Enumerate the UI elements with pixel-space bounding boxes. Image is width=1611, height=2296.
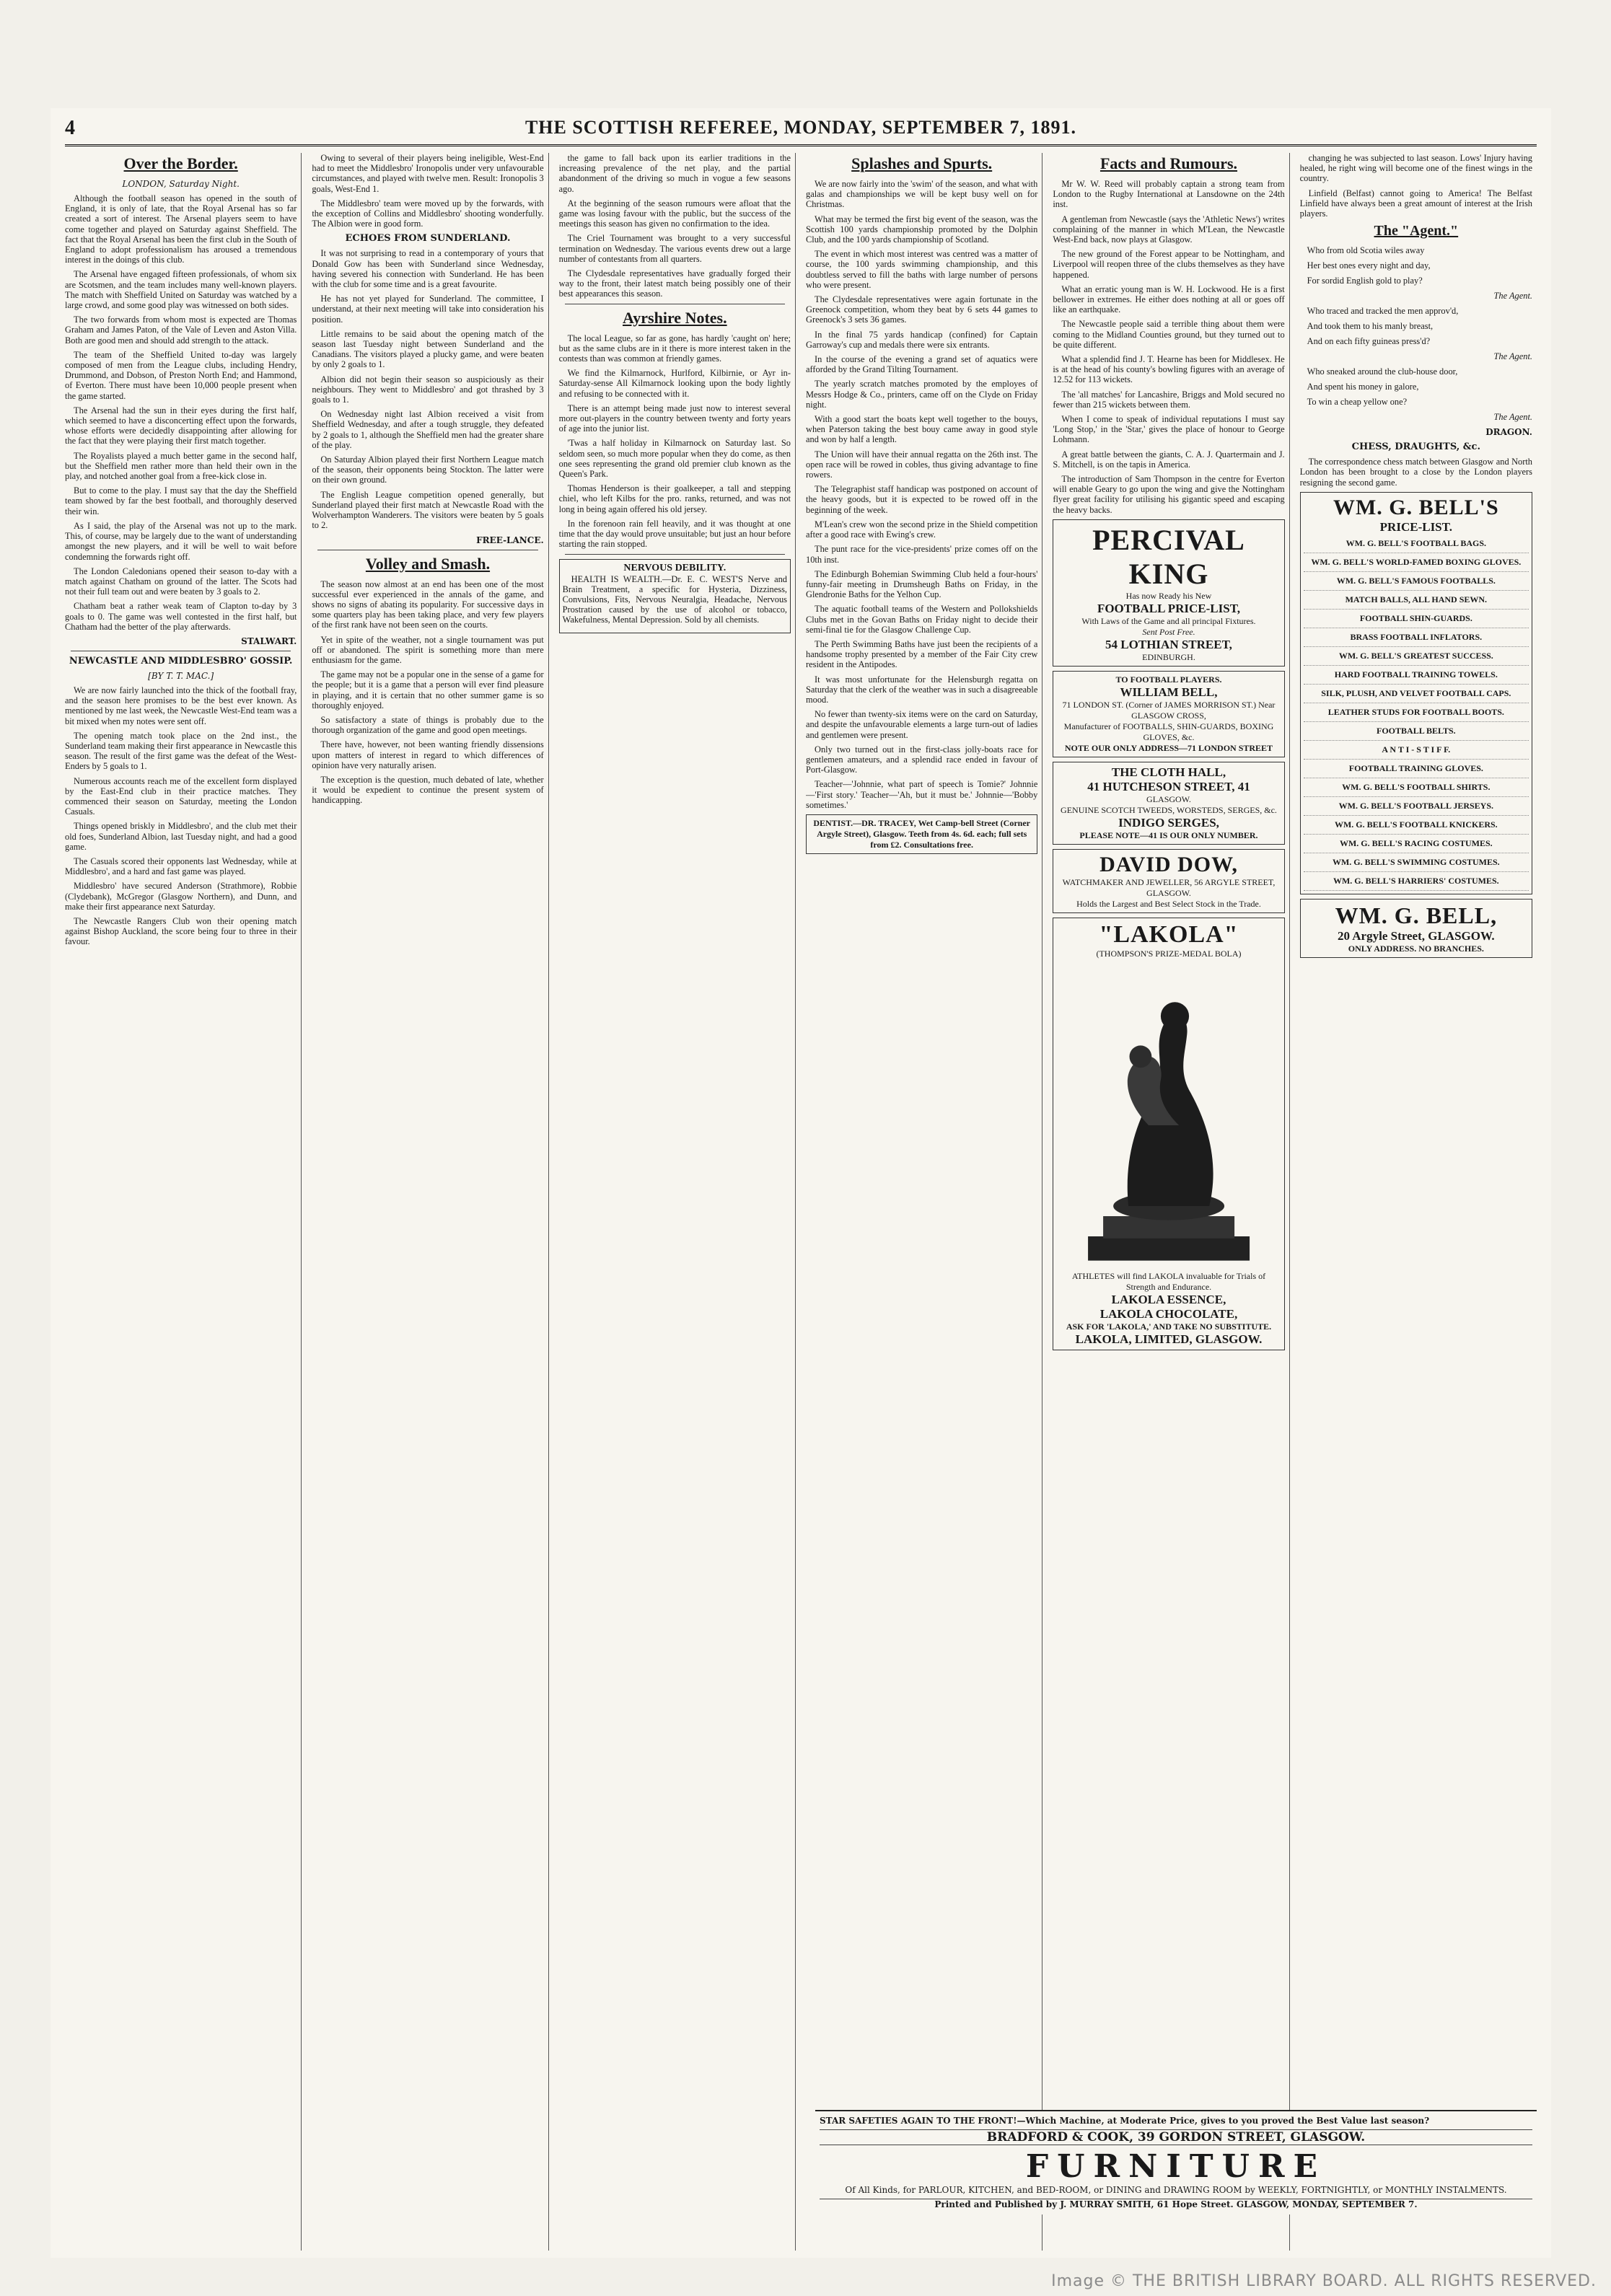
paragraph: The punt race for the vice-presidents' prize comes off on the 10th inst. xyxy=(806,544,1038,565)
paragraph: The Union will have their annual regatta on the 26th inst. The open race will be rowed in cobles, thus giving advantage to fine rowers. xyxy=(806,449,1038,480)
masthead: THE SCOTTISH REFEREE, MONDAY, SEPTEMBER 7, 1891. xyxy=(524,117,1077,138)
paragraph: The exception is the question, much debated of late, whether it would be expedient to continue the present system of handicapping. xyxy=(312,774,544,806)
poem-line: Who from old Scotia wiles away xyxy=(1307,245,1425,256)
poem-line: The Agent. xyxy=(1493,412,1532,423)
poem-line: For sordid English gold to play? xyxy=(1307,276,1423,286)
paragraph: Teacher—'Johnnie, what part of speech is Tomie?' Johnnie—'First story.' Teacher—'Ah, but it must be.' Johnnie—'Bobby sometimes.' xyxy=(806,779,1038,810)
poem-line: Her best ones every night and day, xyxy=(1307,260,1431,271)
advert-address: 41 HUTCHESON STREET, 41 xyxy=(1087,779,1250,793)
imprint: Printed and Published by J. MURRAY SMITH, 61 Hope Street. GLASGOW, MONDAY, SEPTEMBER 7. xyxy=(820,2199,1532,2210)
paragraph: Although the football season has opened in the south of England, it is only of late, that the Royal Arsenal has so far created a sort of interest. The Arsenal players seem to have come together and played on Saturday against Sheffield. The fact that the Royal Arsenal has been the first club in the South of England to adopt professionalism has aroused a tremendous interest in the doings of this club. xyxy=(65,193,297,265)
price-list-section: WM. G. BELL'S FOOTBALL JERSEYS. xyxy=(1304,797,1529,816)
article-heading-newcastle: NEWCASTLE AND MIDDLESBRO' GOSSIP. xyxy=(69,655,293,667)
paragraph: The season now almost at an end has been one of the most successful ever experienced in the annals of the game, and shows no signs of abating its popularity. For successive days in some quarters play has been taking place, and very few players of the first rank have not been seen on the courts. xyxy=(312,579,544,630)
price-list-section: FOOTBALL SHIN-GUARDS. xyxy=(1304,610,1529,628)
column-4 xyxy=(806,153,1042,2251)
price-list-sections xyxy=(1304,535,1529,891)
article-heading-volley-smash: Volley and Smash. xyxy=(365,554,491,573)
newspaper-page xyxy=(51,108,1551,2258)
paragraph: 'Twas a half holiday in Kilmarnock on Saturday last. So seldom seen, so much more popular when they do come, as then one sees representing the grand old premier club known as the Queen's Park. xyxy=(558,438,791,480)
advert-line: PLEASE NOTE—41 IS OUR ONLY NUMBER. xyxy=(1079,830,1258,840)
advert-line: FOOTBALL PRICE-LIST, xyxy=(1097,601,1241,615)
paragraph: On Saturday Albion played their first Northern League match of the season, their opponents being Stockton. The latter were on their own ground. xyxy=(312,454,544,485)
price-list-section: WM. G. BELL'S FAMOUS FOOTBALLS. xyxy=(1304,572,1529,591)
paragraph: The local League, so far as gone, has hardly 'caught on' here; but as the same clubs are in it there is more interest taken in the contests than was common at friendly games. xyxy=(558,333,791,364)
paragraph: The London Caledonians opened their season to-day with a match against Chatham on ground of the latter. The Scots had not their full team out and were beaten by 3 goals to 2. xyxy=(65,566,297,597)
price-list-section: FOOTBALL BELTS. xyxy=(1304,722,1529,741)
paragraph: Middlesbro' have secured Anderson (Strathmore), Robbie (Clydebank), McGregor (Glasgow Northern), and Dunn, and make their first appearance next Saturday. xyxy=(65,881,297,912)
article-heading-ayrshire-notes: Ayrshire Notes. xyxy=(623,308,727,327)
paragraph: changing he was subjected to last season. Lows' Injury having healed, he right wing will become one of the finest wings in the country. xyxy=(1299,153,1532,184)
advert-line: ONLY ADDRESS. NO BRANCHES. xyxy=(1348,943,1484,954)
paragraph: What a splendid find J. T. Hearne has been for Middlesex. He is at the head of his county's bowling figures with an average of 12.52 for 113 wickets. xyxy=(1053,354,1285,385)
advert-address: 20 Argyle Street, GLASGOW. xyxy=(1337,928,1495,943)
paragraph: The Arsenal have engaged fifteen professionals, of whom six are Scotsmen, and the team includes many well-known players. The match with Sheffield United on Saturday was watched by a large crowd, and some good play was witnessed on both sides. xyxy=(65,269,297,311)
nervous-debility-advert xyxy=(559,559,791,633)
signature: FREE-LANCE. xyxy=(476,535,544,545)
paragraph: The Newcastle people said a terrible thing about them were coming to the Midland Counties ground, but they turned out to be quite different. xyxy=(1053,319,1285,350)
price-list-section: SILK, PLUSH, AND VELVET FOOTBALL CAPS. xyxy=(1304,685,1529,703)
paragraph: The Casuals scored their opponents last Wednesday, while at Middlesbro', and a hard and fast game was played. xyxy=(65,855,297,877)
paragraph: The team of the Sheffield United to-day was largely composed of men from the League clubs, including Hendry, Drummond, and Dobson, of Preston North End; and Hammond, of Everton. There must have been 10,000 people present when the game started. xyxy=(65,349,297,401)
paragraph: On Wednesday night last Albion received a visit from Sheffield Wednesday, and after a tough struggle, they defeated by 2 goals to 1, although the Sheffield men had the greater share of the play. xyxy=(312,409,544,450)
paragraph: M'Lean's crew won the second prize in the Shield competition after a good race with Ewing's crew. xyxy=(806,519,1038,540)
poem-line: The Agent. xyxy=(1493,291,1532,302)
divider xyxy=(565,554,785,555)
paragraph: The opening match took place on the 2nd inst., the Sunderland team making their first appearance in Newcastle this season. The result of the first game was the defeat of the West-Enders by 5 goals to 1. xyxy=(65,730,297,772)
dentist-advert xyxy=(806,814,1037,854)
paragraph: The Newcastle Rangers Club won their opening match against Bishop Auckland, the score being four to three in their favour. xyxy=(65,915,297,947)
paragraph: Numerous accounts reach me of the excellent form displayed by the East-End club in their practice matches. They commenced their season on Saturday, meeting the London Casuals. xyxy=(65,775,297,817)
paragraph: The English League competition opened generally, but Sunderland played their first match at Newcastle Road with the Wolverhampton Wanderers. The visitors were beaten by 5 goals to 2. xyxy=(312,489,544,531)
paragraph: The 'all matches' for Lancashire, Briggs and Mold secured no fewer than 215 wickets between them. xyxy=(1053,389,1285,410)
paragraph: With a good start the boats kept well together to the bouys, when Paterson taking the best bouy came away in good style and won by half a length. xyxy=(806,414,1038,445)
paragraph: The new ground of the Forest appear to be Nottingham, and Liverpool will reopen three of the clubs themselves as they have happened. xyxy=(1053,249,1285,280)
advert-title: "LAKOLA" xyxy=(1099,920,1239,948)
price-list-section: WM. G. BELL'S SWIMMING COSTUMES. xyxy=(1304,853,1529,872)
furniture-advert-title: FURNITURE xyxy=(1025,2148,1327,2185)
paragraph: We find the Kilmarnock, Hurlford, Kilbirnie, or Ayr in-Saturday-sense All Kilmarnock looking upon the body lightly and refusing to be connected with it. xyxy=(558,368,791,399)
poem-line: And on each fifty guineas press'd? xyxy=(1307,336,1431,347)
price-list-section: WM. G. BELL'S GREATEST SUCCESS. xyxy=(1304,647,1529,666)
price-list-section: LEATHER STUDS FOR FOOTBALL BOOTS. xyxy=(1304,703,1529,722)
paragraph: So satisfactory a state of things is probably due to the thorough organization of the game and good open meetings. xyxy=(312,714,544,736)
paragraph: The Criel Tournament was brought to a very successful termination on Wednesday. The various events drew out a large number of contestants from all quarters. xyxy=(558,233,791,264)
paragraph: The Royalists played a much better game in the second half, but the Sheffield men rather more than held their own in the play, and notched another goal from a free-kick close in. xyxy=(65,450,297,482)
paragraph: In the forenoon rain fell heavily, and it was thought at one time that the day would prove unsuitable; but just an hour before starting the rain stopped. xyxy=(558,518,791,550)
price-list-section: WM. G. BELL'S FOOTBALL BAGS. xyxy=(1304,535,1529,553)
poem-line: And took them to his manly breast, xyxy=(1307,321,1434,332)
paragraph: When I come to speak of individual reputations I must say 'Long Stop,' in the 'Star,' gives the place of honour to George Lohmann. xyxy=(1053,414,1285,445)
paragraph: In the course of the evening a grand set of aquatics were afforded by the Grand Tilting Tournament. xyxy=(806,354,1038,375)
percival-king-advert xyxy=(1053,519,1284,667)
advert-title: THE CLOTH HALL, xyxy=(1111,765,1226,779)
advert-line: GENUINE SCOTCH TWEEDS, WORSTEDS, SERGES, &c. xyxy=(1061,804,1277,815)
paragraph: Chatham beat a rather weak team of Clapton to-day by 3 goals to 0. The game was well contested in the first half, but Chatham had the better of the play afterwards. xyxy=(65,601,297,632)
advert-line: ATHLETES will find LAKOLA invaluable for Trials of Strength and Endurance. xyxy=(1071,1270,1266,1292)
paragraph: the game to fall back upon its earlier traditions in the increasing prevalence of the net play, and the partial abandonment of the driving so much in vogue a few seasons ago. xyxy=(558,153,791,194)
advert-address: 54 LOTHIAN STREET, xyxy=(1105,637,1232,651)
article-heading-echoes-sunderland: ECHOES FROM SUNDERLAND. xyxy=(345,233,511,245)
paragraph: Albion did not begin their season so auspiciously as their neighbours. They went to Middlesbro' and got thrashed by 3 goals to 1. xyxy=(312,374,544,405)
paragraph: He has not yet played for Sunderland. The committee, I understand, at their next meeting will take into consideration his position. xyxy=(312,294,544,325)
page-header xyxy=(65,115,1537,146)
paragraph: The aquatic football teams of the Western and Pollokshields Clubs met in the Govan Baths on Friday night to decide their semi-final tie for the Glasgow Challenge Cup. xyxy=(806,604,1038,635)
advert-city: EDINBURGH. xyxy=(1142,651,1195,662)
advert-title: TO FOOTBALL PLAYERS. xyxy=(1115,674,1222,685)
chess-heading: CHESS, DRAUGHTS, &c. xyxy=(1351,441,1480,453)
paragraph: But to come to the play. I must say that the day the Sheffield team showed by far the best football, and thoroughly deserved their win. xyxy=(65,485,297,516)
poem-line: The Agent. xyxy=(1493,351,1532,362)
paragraph: The event in which most interest was centred was a matter of course, the 100 yards swimming championship, and this doubtless served to fill the baths with large number of persons who were present. xyxy=(806,249,1038,290)
paragraph: There have, however, not been wanting friendly dissensions upon matters of interest in regard to which differences of opinion have very naturally arisen. xyxy=(312,739,544,770)
paragraph: The Clydesdale representatives were again fortunate in the Greenock competition, whom they beat by 6 sets 44 games to Greenock's 3 sets 36 games. xyxy=(806,294,1038,325)
advert-text: HEALTH IS WEALTH.—Dr. E. C. WEST'S Nerve and Brain Treatment, a specific for Hysteria, Dizziness, Convulsions, Fits, Nervous Neuralgia, Headache, Nervous Prostration caused by the use of alcohol or tobacco, Wakefulness, Mental Depression. Sold by all chemists. xyxy=(562,573,787,625)
price-list-section: WM. G. BELL'S HARRIERS' COSTUMES. xyxy=(1304,872,1529,891)
price-list-section: WM. G. BELL'S WORLD-FAMED BOXING GLOVES. xyxy=(1304,553,1529,572)
advert-title: WM. G. BELL'S xyxy=(1333,495,1499,519)
poem-heading: The "Agent." xyxy=(1374,223,1459,239)
dentist-text: DENTIST.—DR. TRACEY, Wet Camp-bell Street (Corner Argyle Street), Glasgow. Teeth from 4s. 6d. each; full sets from £2. Consultations free. xyxy=(813,817,1030,850)
paragraph: In the final 75 yards handicap (confined) for Captain Garroway's cup and medals there were six entrants. xyxy=(806,329,1038,350)
furniture-advert-line: Of All Kinds, for PARLOUR, KITCHEN, and BED-ROOM, or DINING and DRAWING ROOM by WEEKLY, FORTNIGHTLY, or MONTHLY INSTALMENTS. xyxy=(845,2185,1507,2195)
poem-signature: DRAGON. xyxy=(1485,427,1532,438)
paragraph: The two forwards from whom most is expected are Thomas Graham and James Paton, of the Vale of Leven and Aston Villa. Both are good men and should add strength to the attack. xyxy=(65,315,297,346)
paragraph: Thomas Henderson is their goalkeeper, a tall and stepping chiel, who left Kilbs for the pro. ranks, returned, and was not long in being again offered his old jersey. xyxy=(558,483,791,514)
advert-line: With Laws of the Game and all principal Fixtures. xyxy=(1081,615,1256,626)
advert-title: PERCIVAL KING xyxy=(1092,523,1245,590)
paragraph: It was most unfortunate for the Helensburgh regatta on Saturday that the clerk of the weather was in such a disagreeable mood. xyxy=(806,674,1038,705)
article-heading-over-the-border: Over the Border. xyxy=(123,154,238,172)
paragraph: No fewer than twenty-six items were on the card on Saturday, and despite the unfavourable elements a large turn-out of ladies and gentlemen were present. xyxy=(806,709,1038,740)
cloth-hall-advert xyxy=(1053,762,1284,845)
paragraph: The Edinburgh Bohemian Swimming Club held a four-hours' funny-fair meeting in Drumsheugh Baths on Friday, in the Glendronie Baths for the Yelhon Cup. xyxy=(806,568,1038,600)
paragraph: The Clydesdale representatives have gradually forged their way to the front, their latest match being possibly one of their best appearances this season. xyxy=(558,268,791,299)
paragraph: What may be termed the first big event of the season, was the Scottish 100 yards championship promoted by the Dolphin Club, and the 100 yards championship of Scotland. xyxy=(806,214,1038,245)
bottom-adverts xyxy=(815,2110,1537,2214)
price-list-section: BRASS FOOTBALL INFLATORS. xyxy=(1304,628,1529,647)
price-list-section: WM. G. BELL'S FOOTBALL SHIRTS. xyxy=(1304,778,1529,797)
paragraph: Things opened briskly in Middlesbro', and the club met their old foes, Sunderland Albion, last Tuesday night, and had a good game. xyxy=(65,821,297,852)
poem-line: Who traced and tracked the men approv'd, xyxy=(1307,306,1459,317)
wm-g-bell-address-advert xyxy=(1300,899,1532,958)
price-list-section: WM. G. BELL'S RACING COSTUMES. xyxy=(1304,835,1529,853)
paragraph: Only two turned out in the first-class jolly-boats race for gentlemen amateurs, and a splendid race ended in favour of Port-Glasgow. xyxy=(806,744,1038,775)
paragraph: It was not surprising to read in a contemporary of yours that Donald Gow has been with Sunderland since Wednesday, having severed his connection with Sunderland. He has been with the club for some time and is a great favourite. xyxy=(312,248,544,290)
advert-line: ASK FOR 'LAKOLA,' AND TAKE NO SUBSTITUTE. xyxy=(1066,1321,1272,1332)
advert-name: WILLIAM BELL, xyxy=(1120,685,1218,699)
advert-line: LAKOLA, LIMITED, GLASGOW. xyxy=(1075,1332,1263,1346)
paragraph: Owing to several of their players being ineligible, West-End had to meet the Middlesbro' Ironopolis under very unfavourable circumstances, and played with twelve men. Result: Ironopolis 3 goals, West-End 1. xyxy=(312,153,544,194)
wm-g-bell-price-list-advert xyxy=(1300,492,1532,894)
paragraph: The Perth Swimming Baths have just been the recipients of a handsome trophy presented by a member of the Fair City crew resident in the Antipodes. xyxy=(806,638,1038,670)
paragraph: We are now fairly into the 'swim' of the season, and what with galas and championships we will be kept busy well on for Christmas. xyxy=(806,179,1038,210)
advert-line: Holds the Largest and Best Select Stock in the Trade. xyxy=(1076,898,1261,909)
advert-subtitle: (THOMPSON'S PRIZE-MEDAL BOLA) xyxy=(1096,948,1242,959)
paragraph: The Middlesbro' team were moved up by the forwards, with the exception of Collins and Middlesbro' shooting wonderfully. The Albion were in good form. xyxy=(312,198,544,229)
column-5 xyxy=(1053,153,1289,2251)
price-list-section: WM. G. BELL'S FOOTBALL KNICKERS. xyxy=(1304,816,1529,835)
advert-subtitle: PRICE-LIST. xyxy=(1379,519,1452,534)
advert-line: Manufacturer of FOOTBALLS, SHIN-GUARDS, BOXING GLOVES, &c. xyxy=(1063,721,1274,742)
paragraph: A great battle between the giants, C. A. J. Quartermain and J. S. Mitchell, is on the tapis in America. xyxy=(1053,449,1285,470)
wrestlers-statue-illustration xyxy=(1068,964,1270,1267)
paragraph: Mr W. W. Reed will probably captain a strong team from London to the Rugby International at Lansdowne on the 24th inst. xyxy=(1053,179,1285,210)
paragraph: A gentleman from Newcastle (says the 'Athletic News') writes complaining of the manner in which M'Lean, the Newcastle West-End back, now plays at Glasgow. xyxy=(1053,214,1285,245)
columns xyxy=(65,153,1537,2251)
advert-line: Has now Ready his New xyxy=(1125,590,1212,601)
advert-line: INDIGO SERGES, xyxy=(1118,815,1219,830)
paragraph: The Telegraphist staff handicap was postponed on account of the heavy goods, but it is expected to be rowed off in the beginning of the week. xyxy=(806,484,1038,515)
paragraph: What an erratic young man is W. H. Lockwood. He is a first bellower in extremes. He either does nothing at all or goes off like an earthquake. xyxy=(1053,283,1285,315)
advert-line: 71 LONDON ST. (Corner of JAMES MORRISON ST.) Near GLASGOW CROSS, xyxy=(1062,699,1276,721)
paragraph: The game may not be a popular one in the sense of a game for the people; but it is a game that a person will ever find pleasure in playing, and it is certain that no other summer game is so thoroughly enjoyed. xyxy=(312,669,544,711)
paragraph: The yearly scratch matches promoted by the employes of Messrs Hodge & Co., printers, came off on the Clyde on Friday night. xyxy=(806,379,1038,410)
price-list-section: A N T I - S T I F F. xyxy=(1304,741,1529,760)
william-bell-advert xyxy=(1053,671,1284,757)
poem xyxy=(1300,245,1532,423)
paragraph: The Arsenal had the sun in their eyes during the first half, which seemed to have a disconcerting effect upon the forwards, whose efforts were decidedly disappointing after allowing for the fact that they were playing their first match together. xyxy=(65,405,297,447)
advert-title: DAVID DOW, xyxy=(1099,852,1238,876)
lakola-advert xyxy=(1053,918,1284,1350)
advert-title: NERVOUS DEBILITY. xyxy=(623,562,727,573)
paragraph: The introduction of Sam Thompson in the centre for Everton will enable Geary to go upon the wing and give the Nottingham flyer great facility for utilising his gigantic speed and escaping the heavy backs. xyxy=(1053,474,1285,515)
price-list-section: MATCH BALLS, ALL HAND SEWN. xyxy=(1304,591,1529,610)
advert-city: GLASGOW. xyxy=(1146,793,1191,804)
column-3 xyxy=(559,153,796,2251)
paragraph: Little remains to be said about the opening match of the season last Tuesday night between Sunderland and the Canadians. The visitors played a plucky game, and were beaten by only 2 goals to 1. xyxy=(312,328,544,370)
poem-line: And spent his money in galore, xyxy=(1307,382,1419,392)
poem-line: Who sneaked around the club-house door, xyxy=(1307,366,1458,377)
advert-line: LAKOLA CHOCOLATE, xyxy=(1099,1306,1238,1321)
advert-line: LAKOLA ESSENCE, xyxy=(1111,1292,1226,1306)
column-2 xyxy=(312,153,548,2251)
image-credit: Image © THE BRITISH LIBRARY BOARD. ALL RIGHTS RESERVED. xyxy=(1051,2272,1597,2290)
advert-title: WM. G. BELL, xyxy=(1335,902,1498,928)
dateline: LONDON, Saturday Night. xyxy=(122,179,240,189)
paragraph: As I said, the play of the Arsenal was not up to the mark. This, of course, may be largely due to the want of understanding amongst the new players, and it will be well to wait before condemning the forwards right off. xyxy=(65,520,297,562)
advert-line: WATCHMAKER AND JEWELLER, 56 ARGYLE STREET, GLASGOW. xyxy=(1062,876,1276,898)
david-dow-advert xyxy=(1053,849,1284,913)
article-heading-splashes-spurts: Splashes and Spurts. xyxy=(851,154,993,172)
paragraph: Linfield (Belfast) cannot going to America! The Belfast Linfield have always been a great amount of interest at the Irish players. xyxy=(1299,188,1532,219)
paragraph: Yet in spite of the weather, not a single tournament was put off or abandoned. The spirit is something more than mere enthusiasm for the game. xyxy=(312,634,544,665)
paragraph: The correspondence chess match between Glasgow and North London has been brought to a close by the London players resigning the second game. xyxy=(1299,457,1532,488)
price-list-section: FOOTBALL TRAINING GLOVES. xyxy=(1304,760,1529,778)
paragraph: At the beginning of the season rumours were afloat that the game was losing favour with the public, but the success of the meetings this season has given no confirmation to the idea. xyxy=(558,198,791,229)
page-number: 4 xyxy=(65,117,75,139)
poem-line: To win a cheap yellow one? xyxy=(1307,397,1408,408)
bradford-cook-advert: BRADFORD & COOK, 39 GORDON STREET, GLASGOW. xyxy=(820,2129,1532,2145)
column-6 xyxy=(1300,153,1537,2251)
article-heading-facts-rumours: Facts and Rumours. xyxy=(1099,154,1238,172)
price-list-section: HARD FOOTBALL TRAINING TOWELS. xyxy=(1304,666,1529,685)
paragraph: We are now fairly launched into the thick of the football fray, and the season here promises to be the best ever known. As mentioned by me last week, the Newcastle West-End team was a bit mixed when my notes were sent off. xyxy=(65,685,297,726)
byline: [BY T. T. MAC.] xyxy=(148,670,214,681)
paragraph: There is an attempt being made just now to interest several more out-players in the country between twenty and forty years of age into the junior list. xyxy=(558,403,791,434)
column-1 xyxy=(65,153,302,2251)
advert-line: Sent Post Free. xyxy=(1142,626,1195,637)
advert-line: NOTE OUR ONLY ADDRESS—71 LONDON STREET xyxy=(1064,742,1273,753)
signature: STALWART. xyxy=(241,635,297,646)
star-safeties-advert: STAR SAFETIES AGAIN TO THE FRONT!—Which Machine, at Moderate Price, gives to you proved the Best Value last season? xyxy=(820,2116,1430,2126)
